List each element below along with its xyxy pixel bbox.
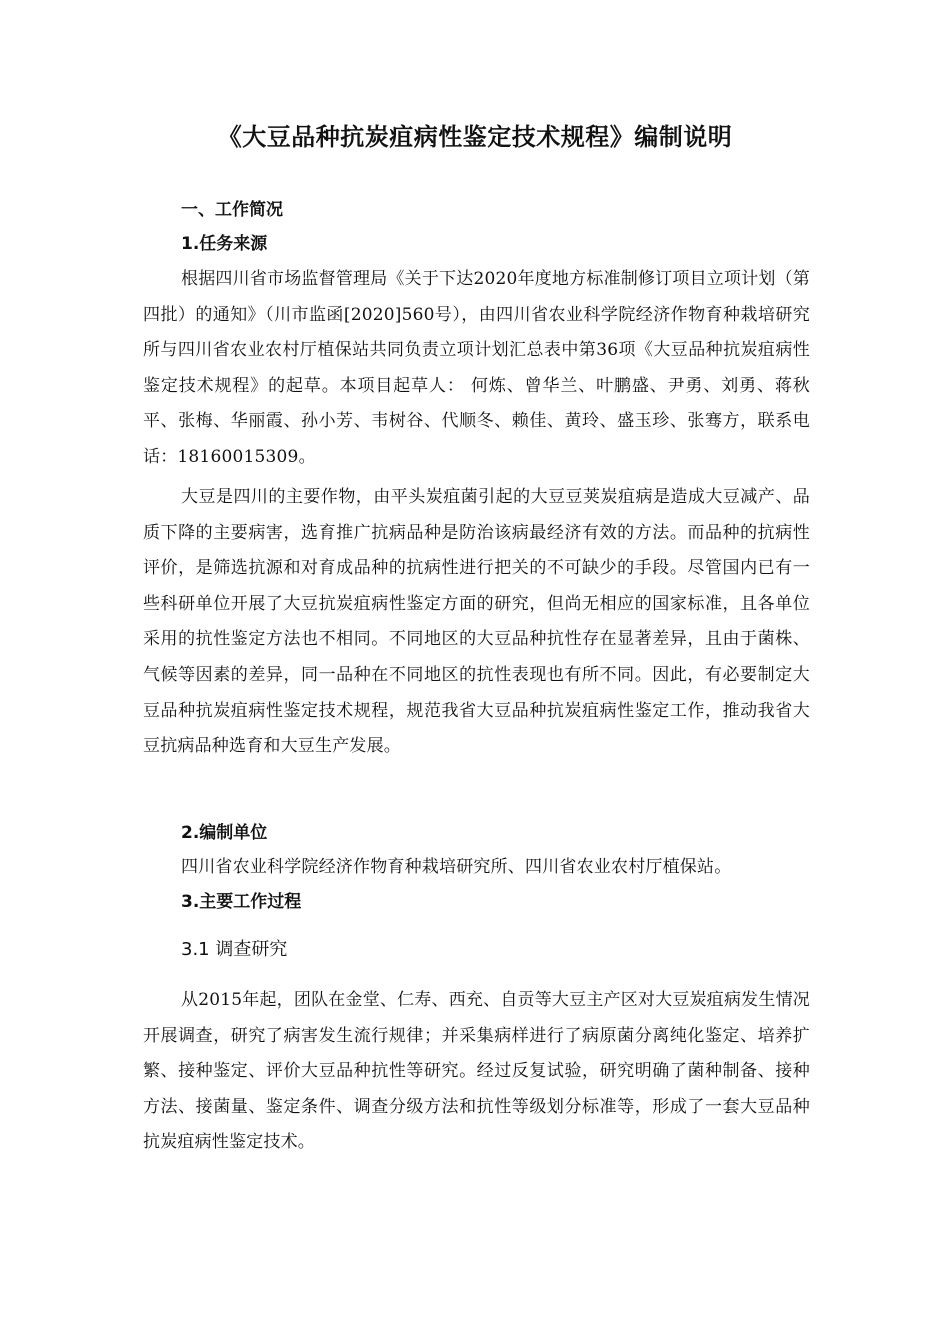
- section-heading-work-overview: 一、工作简况: [181, 200, 283, 220]
- paragraph-investigation: 从2015年起，团队在金堂、仁寿、西充、自贡等大豆主产区对大豆炭疽病发生情况开展调查，研究了病害发生流行规律；并采集病样进行了病原菌分离纯化鉴定、培养扩繁、接种鉴定、评价大豆品种抗性等研究。经过反复试验，研究明确了菌种制备、接种方法、接菌量、鉴定条件、调查分级方法和抗性等级划分标准等，形成了一套大豆品种抗炭疽病性鉴定技术。: [143, 990, 810, 1153]
- subheading-investigation: 3.1 调查研究: [181, 939, 288, 960]
- item-heading-drafting-unit: 2.编制单位: [181, 823, 268, 843]
- paragraph-drafting-unit: 四川省农业科学院经济作物育种栽培研究所、四川省农业农村厅植保站。: [181, 857, 732, 877]
- item-heading-task-source: 1.任务来源: [181, 234, 268, 254]
- document-title: 《大豆品种抗炭疽病性鉴定技术规程》编制说明: [217, 123, 733, 151]
- item-heading-work-process: 3.主要工作过程: [181, 892, 302, 912]
- paragraph-task-source: 根据四川省市场监督管理局《关于下达2020年度地方标准制修订项目立项计划（第四批）的通知》（川市监函[2020]560号），由四川省农业科学院经济作物育种栽培研究所与四川省农业农村厅植保站共同负责立项计划汇总表中第36项《大豆品种抗炭疽病性鉴定技术规程》的起草。本项目起草人： 何炼、曾华兰、叶鹏盛、尹勇、刘勇、蒋秋平、张梅、华丽霞、孙小芳、韦树谷、代顺冬、赖佳、黄玲、盛玉珍、张骞方，联系电话：18160015309。: [143, 269, 810, 467]
- paragraph-background: 大豆是四川的主要作物，由平头炭疽菌引起的大豆豆荚炭疽病是造成大豆减产、品质下降的主要病害，选育推广抗病品种是防治该病最经济有效的方法。而品种的抗病性评价，是筛选抗源和对育成品种的抗病性进行把关的不可缺少的手段。尽管国内已有一些科研单位开展了大豆抗炭疽病性鉴定方面的研究，但尚无相应的国家标准，且各单位采用的抗性鉴定方法也不相同。不同地区的大豆品种抗性存在显著差异，且由于菌株、气候等因素的差异，同一品种在不同地区的抗性表现也有所不同。因此，有必要制定大豆品种抗炭疽病性鉴定技术规程，规范我省大豆品种抗炭疽病性鉴定工作，推动我省大豆抗病品种选育和大豆生产发展。: [143, 487, 810, 757]
